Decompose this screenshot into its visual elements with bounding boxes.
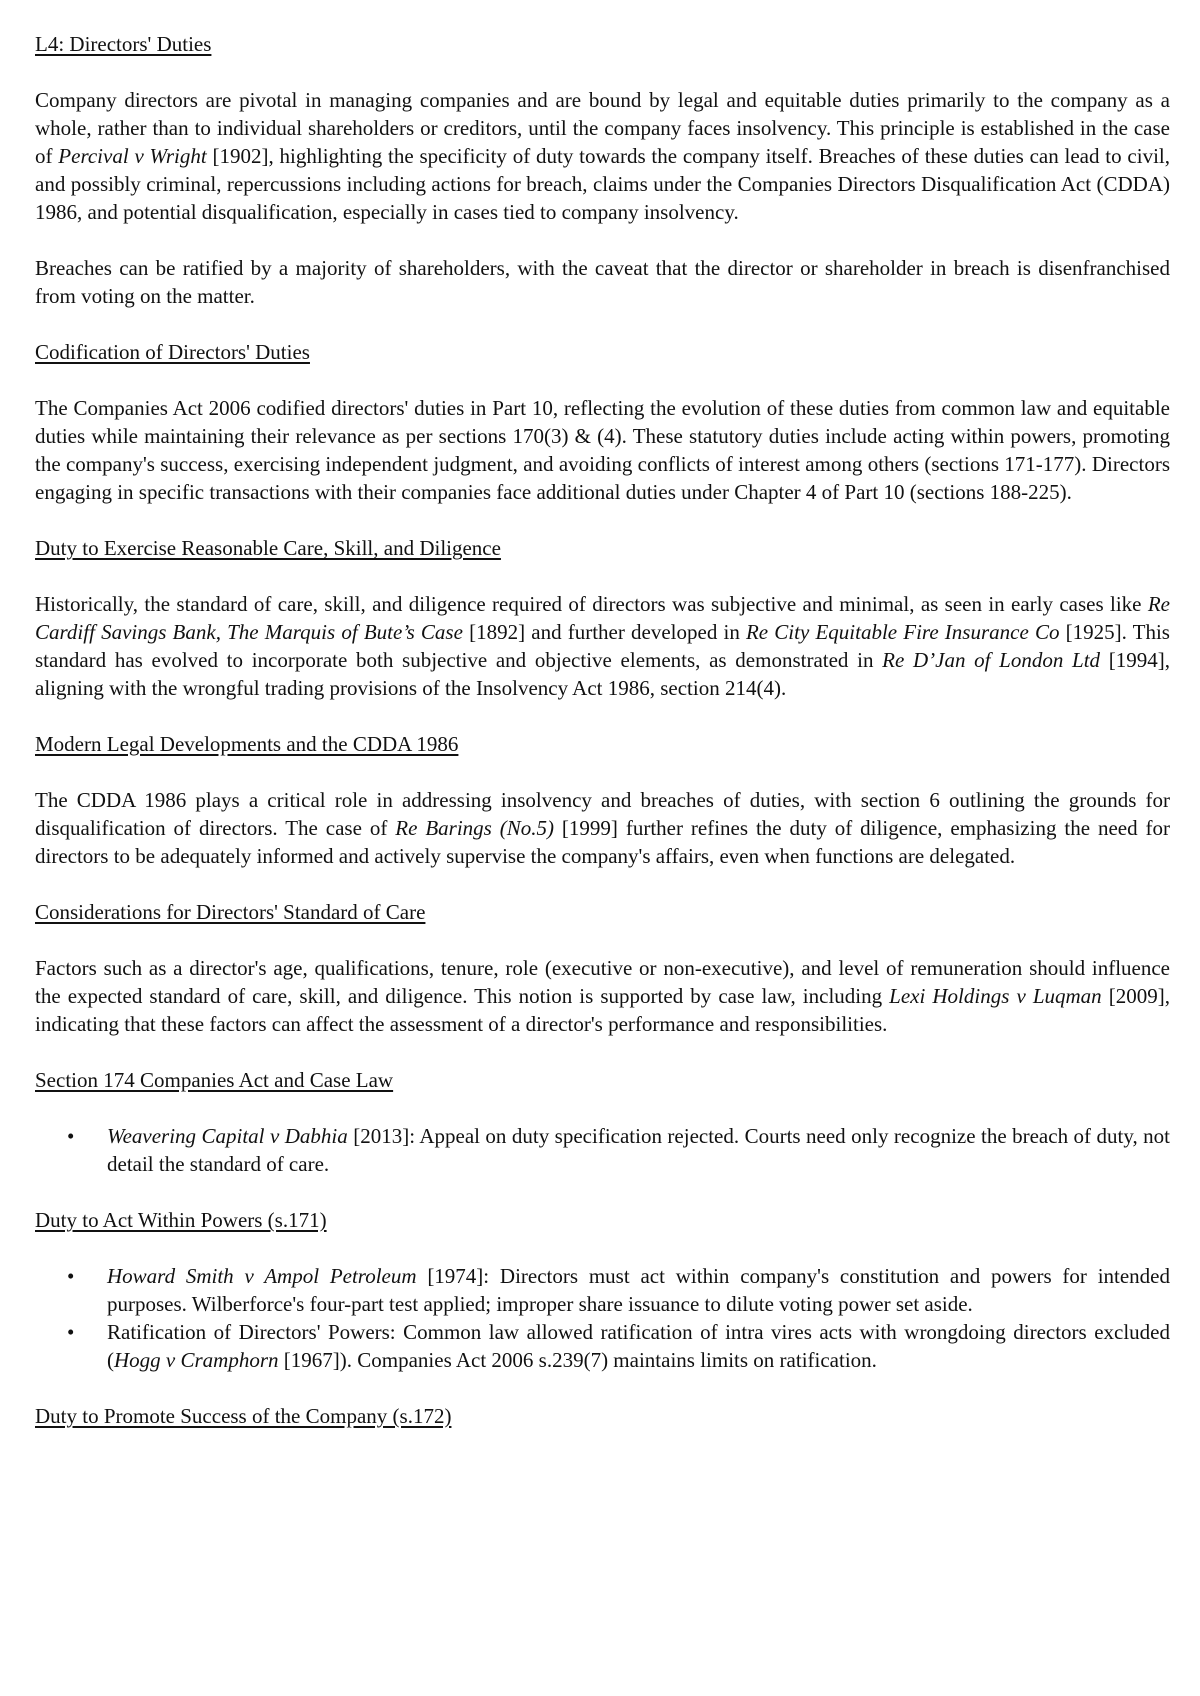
list-item [35,1318,1170,1374]
case-lexi-holdings: Lexi Holdings v Luqman [889,984,1102,1008]
care-heading: Duty to Exercise Reasonable Care, Skill, and Diligence [35,536,501,560]
codification-paragraph: The Companies Act 2006 codified directors' duties in Part 10, reflecting the evolution of these duties from common law and equitable duties while maintaining their relevance as per sections 170(3) & (4). These statutory duties include acting within powers, promoting the company's success, exercising independent judgment, and avoiding conflicts of interest among others (sections 171-177). Directors engaging in specific transactions with their companies face additional duties under Chapter 4 of Part 10 (sections 188-225). [35,396,1170,504]
s171-bullet-2-text-a: Ratification of Directors' Powers: Common law allowed ratification of intra vires acts with wrongdoing directors excluded ( [107,1320,1170,1372]
care-paragraph [35,590,1170,702]
intro-text-b: [1902], highlighting the specificity of duty towards the company itself. Breaches of these duties can lead to civil, and possibly criminal, repercussions including actions for breach, claims under the Companies Directors Disqualification Act (CDDA) 1986, and potential disqualification, especially in cases tied to company insolvency. [35,144,1170,224]
s171-bullet-list [35,1262,1170,1374]
considerations-text-1: Factors such as a director's age, qualifications, tenure, role (executive or non-executive), and level of remuneration should influence the expected standard of care, skill, and diligence. This notion is supported by case law, including [35,956,1170,1008]
care-text-1: Historically, the standard of care, skill, and diligence required of directors was subjective and minimal, as seen in early cases like [35,592,1148,616]
s174-bullet-list [35,1122,1170,1178]
modern-heading: Modern Legal Developments and the CDDA 1986 [35,732,459,756]
bullet-text [107,1124,1170,1176]
bullet-text [107,1264,1170,1316]
s171-heading: Duty to Act Within Powers (s.171) [35,1208,327,1232]
s171-bullet-1-text: [1974]: Directors must act within company's constitution and powers for intended purposes. Wilberforce's four-part test applied; improper share issuance to dilute voting power set aside. [107,1264,1171,1316]
bullet-icon: • [67,1264,75,1288]
case-re-djan: Re D’Jan of London Ltd [882,648,1101,672]
intro-paragraph-2: Breaches can be ratified by a majority of shareholders, with the caveat that the director or shareholder in breach is disenfranchised from voting on the matter. [35,256,1170,308]
case-re-cardiff: Re Cardiff Savings Bank, The Marquis of Bute’s Case [35,592,1170,644]
bullet-icon: • [67,1124,75,1148]
case-re-city-equitable: Re City Equitable Fire Insurance Co [745,620,1060,644]
modern-text-1: The CDDA 1986 plays a critical role in addressing insolvency and breaches of duties, with section 6 outlining the grounds for disqualification of directors. The case of [35,788,1170,840]
considerations-paragraph [35,954,1170,1038]
s174-heading: Section 174 Companies Act and Case Law [35,1068,394,1092]
care-text-4: [1994], aligning with the wrongful trading provisions of the Insolvency Act 1986, section 214(4). [35,648,1170,700]
case-weavering: Weavering Capital v Dabhia [107,1124,348,1148]
codification-heading: Codification of Directors' Duties [35,340,310,364]
case-hogg-v-cramphorn: Hogg v Cramphorn [114,1348,279,1372]
modern-text-2: [1999] further refines the duty of diligence, emphasizing the need for directors to be adequately informed and actively supervise the company's affairs, even when functions are delegated. [35,816,1170,868]
modern-paragraph [35,786,1170,870]
considerations-text-2: [2009], indicating that these factors can affect the assessment of a director's performance and responsibilities. [35,984,1170,1036]
intro-paragraph-1 [35,86,1170,226]
case-re-barings: Re Barings (No.5) [395,816,555,840]
care-text-2: [1892] and further developed in [462,620,746,644]
list-item [35,1122,1170,1178]
care-text-3: [1925]. This standard has evolved to incorporate both subjective and objective elements, as demonstrated in [35,620,1170,672]
s174-bullet-1-text: [2013]: Appeal on duty specification rejected. Courts need only recognize the breach of duty, not detail the standard of care. [107,1124,1170,1176]
intro-text-a: Company directors are pivotal in managing companies and are bound by legal and equitable duties primarily to the company as a whole, rather than to individual shareholders or creditors, until the company faces insolvency. This principle is established in the case of [35,88,1170,168]
bullet-text [107,1320,1170,1372]
bullet-icon: • [67,1320,75,1344]
document-title: L4: Directors' Duties [35,32,212,56]
considerations-heading: Considerations for Directors' Standard of Care [35,900,426,924]
s171-bullet-2-text-b: [1967]). Companies Act 2006 s.239(7) maintains limits on ratification. [278,1348,877,1372]
case-howard-smith: Howard Smith v Ampol Petroleum [107,1264,417,1288]
case-percival-v-wright: Percival v Wright [58,144,207,168]
list-item [35,1262,1170,1318]
s172-heading: Duty to Promote Success of the Company (s.172) [35,1404,452,1428]
